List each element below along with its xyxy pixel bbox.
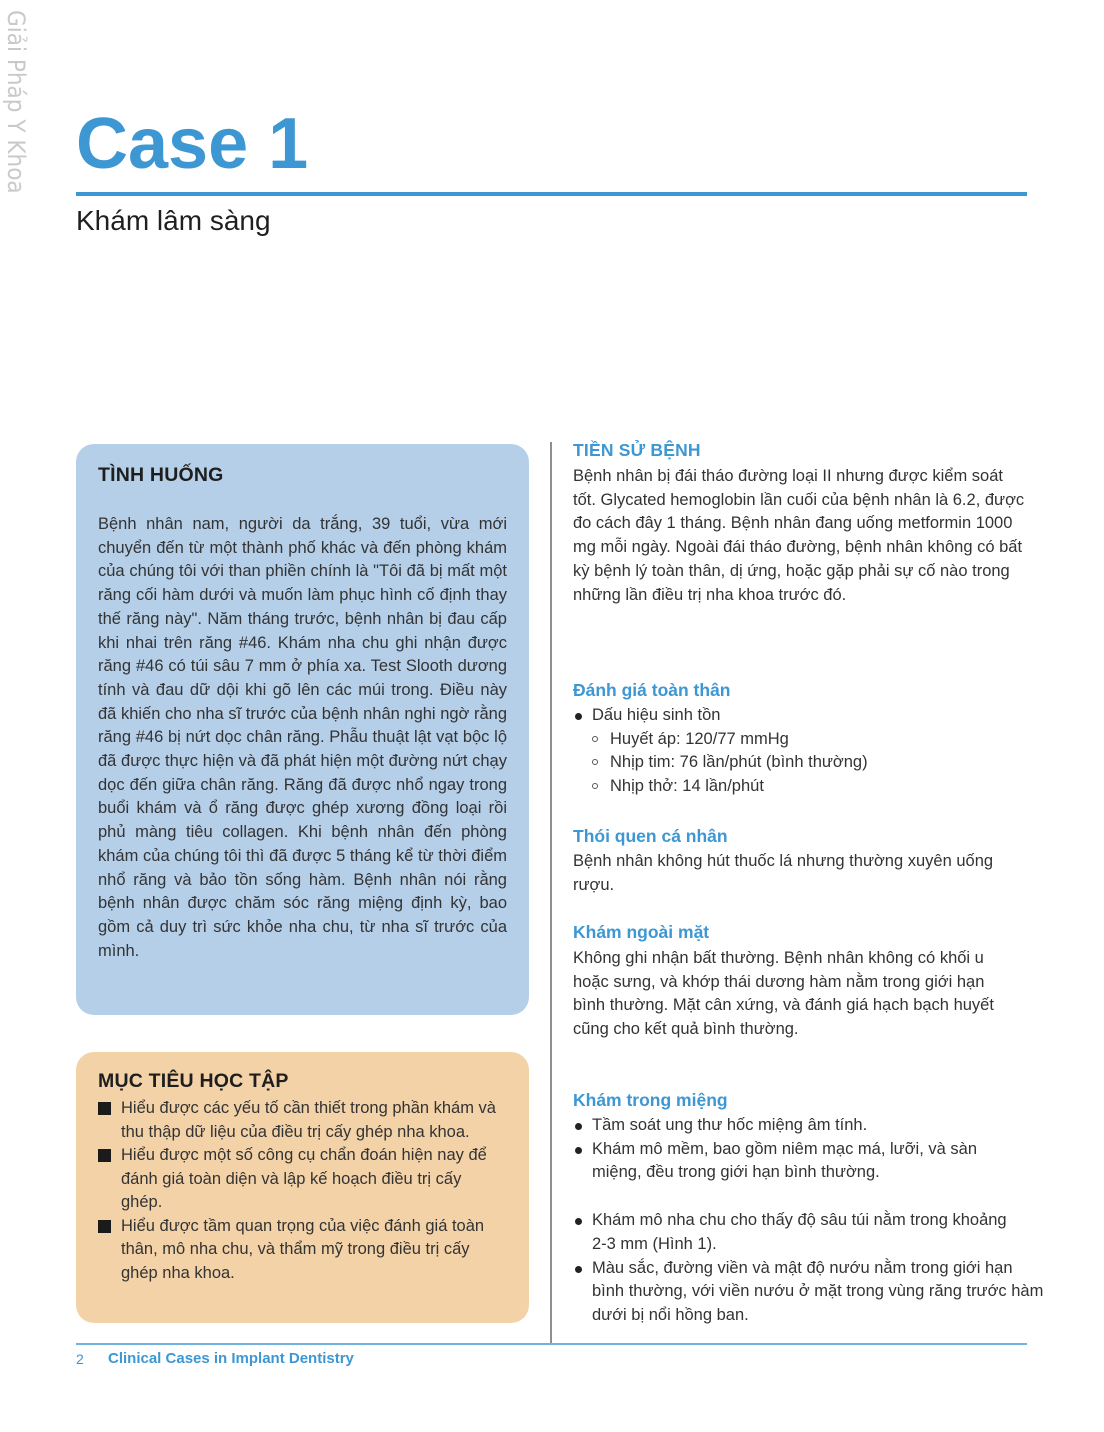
habits-text: Bệnh nhân không hút thuốc lá nhưng thường xuyên uống rượu. <box>573 852 994 894</box>
list-item <box>573 704 1028 799</box>
watermark: Giải Pháp Y Khoa <box>2 10 30 194</box>
list-item <box>573 1209 1012 1256</box>
objectives-heading: MỤC TIÊU HỌC TẬP <box>98 1070 289 1092</box>
vitals-label: Dấu hiệu sinh tồn <box>592 706 721 724</box>
list-item <box>98 1097 507 1144</box>
habits-heading: Thói quen cá nhân <box>573 826 728 846</box>
intraoral-list <box>573 1114 1044 1328</box>
systemic-list <box>573 704 1028 799</box>
list-item <box>573 775 1028 799</box>
case-title: Case 1 <box>76 104 309 184</box>
objective-text: Hiểu được một số công cụ chẩn đoán hiện nay để đánh giá toàn diện và lập kế hoạch điều trị cấy ghép. <box>121 1146 487 1211</box>
circle-bullet-icon <box>592 759 598 765</box>
circle-bullet-icon <box>592 736 598 742</box>
square-bullet-icon <box>98 1220 111 1233</box>
bullet-icon <box>575 1266 582 1273</box>
section-subtitle: Khám lâm sàng <box>76 205 271 236</box>
bullet-icon <box>575 1218 582 1225</box>
vitals-list <box>573 728 1028 799</box>
intraoral-text: Khám mô nha chu cho thấy độ sâu túi nằm trong khoảng 2-3 mm (Hình 1). <box>592 1211 1007 1253</box>
title-rule <box>76 192 1027 196</box>
situation-heading: TÌNH HUỐNG <box>98 464 224 486</box>
history-text: Bệnh nhân bị đái tháo đường loại II nhưng được kiểm soát tốt. Glycated hemoglobin lần cuối của bệnh nhân là 6.2, được đo cách đây 1 tháng. Bệnh nhân đang uống metformin 1000 mg mỗi ngày. Ngoài đái tháo đường, bệnh nhân không có bất kỳ bệnh lý toàn thân, dị ứng, hoặc gặp phải sự cố nào trong những lần điều trị nha khoa trước đó. <box>573 467 1025 604</box>
list-item <box>573 1114 1013 1138</box>
vital-text: Nhịp thở: 14 lần/phút <box>610 777 764 796</box>
history-heading: TIỀN SỬ BỆNH <box>573 440 701 460</box>
bullet-icon <box>575 713 582 720</box>
list-item <box>573 728 1028 752</box>
list-item <box>573 751 1028 775</box>
systemic-section <box>573 680 1028 799</box>
intraoral-text: Màu sắc, đường viền và mật độ nướu nằm trong giới hạn bình thường, với viền nướu ở mặt trong vùng răng trước hàm dưới bị nổi hồng ban. <box>592 1258 1044 1324</box>
intraoral-text: Tầm soát ung thư hốc miệng âm tính. <box>592 1116 868 1134</box>
extraoral-text: Không ghi nhận bất thường. Bệnh nhân không có khối u hoặc sưng, và khớp thái dương hàm nằm trong giới hạn bình thường. Mặt cân xứng, và đánh giá hạch bạch huyết cũng cho kết quả bình thường. <box>573 949 994 1039</box>
extraoral-heading: Khám ngoài mặt <box>573 922 710 942</box>
situation-text: Bệnh nhân nam, người da trắng, 39 tuổi, vừa mới chuyển đến từ một thành phố khác và đến phòng khám của chúng tôi với than phiền chính là "Tôi đã bị mất một răng cối hàm dưới và muốn làm phục hình cố định thay thế răng này". Năm tháng trước, bệnh nhân bị đau cấp khi nhai trên răng #46. Khám nha chu ghi nhận được răng #46 có túi sâu 7 mm ở phía xa. Test Slooth dương tính và đau dữ dội khi gõ lên các múi trong. Điều này đã khiến cho nha sĩ trước của bệnh nhân nghi ngờ rằng răng #46 bị nứt dọc chân răng. Phẫu thuật lật vạt bộc lộ đã được thực hiện và đã phát hiện một đường nứt chạy dọc đến giữa chân răng. Răng đã được nhổ ngay trong buổi khám và ổ răng được ghép xương đồng loại rồi phủ màng tiêu collagen. Khi bệnh nhân đến phòng khám của chúng tôi thì đã được 5 tháng kể từ thời điểm nhổ răng và bảo tồn sống hàm. Bệnh nhân nói rằng bệnh nhân được chăm sóc răng miệng định kỳ, bao gồm cả duy trì sức khỏe nha chu, từ nha sĩ trước của mình. <box>98 515 507 960</box>
list-item <box>98 1144 507 1215</box>
intraoral-text: Khám mô mềm, bao gồm niêm mạc má, lưỡi, và sàn miệng, đều trong giới hạn bình thường. <box>592 1139 977 1182</box>
history-section <box>573 440 1028 607</box>
list-item <box>573 1257 1044 1328</box>
objectives-box <box>76 1052 529 1323</box>
situation-box <box>76 444 529 1015</box>
page-number: 2 <box>76 1351 84 1367</box>
bullet-icon <box>575 1147 582 1154</box>
list-item <box>98 1215 507 1286</box>
bullet-icon <box>575 1123 582 1130</box>
list-item <box>573 1138 992 1185</box>
square-bullet-icon <box>98 1102 111 1115</box>
footer-rule <box>76 1343 1027 1345</box>
objectives-list <box>98 1097 507 1285</box>
intraoral-section <box>573 1090 1044 1328</box>
habits-section <box>573 826 1028 897</box>
book-title: Clinical Cases in Implant Dentistry <box>108 1350 354 1367</box>
vital-text: Huyết áp: 120/77 mmHg <box>610 729 789 748</box>
systemic-heading: Đánh giá toàn thân <box>573 680 731 700</box>
objective-text: Hiểu được tầm quan trọng của việc đánh giá toàn thân, mô nha chu, và thẩm mỹ trong điều trị cấy ghép nha khoa. <box>121 1216 485 1282</box>
vital-text: Nhịp tim: 76 lần/phút (bình thường) <box>610 753 868 772</box>
square-bullet-icon <box>98 1149 111 1162</box>
circle-bullet-icon <box>592 783 598 789</box>
column-divider <box>550 442 552 1344</box>
objective-text: Hiểu được các yếu tố cần thiết trong phần khám và thu thập dữ liệu của điều trị cấy ghép nha khoa. <box>121 1099 496 1141</box>
extraoral-section <box>573 922 1028 1042</box>
intraoral-heading: Khám trong miệng <box>573 1090 728 1110</box>
